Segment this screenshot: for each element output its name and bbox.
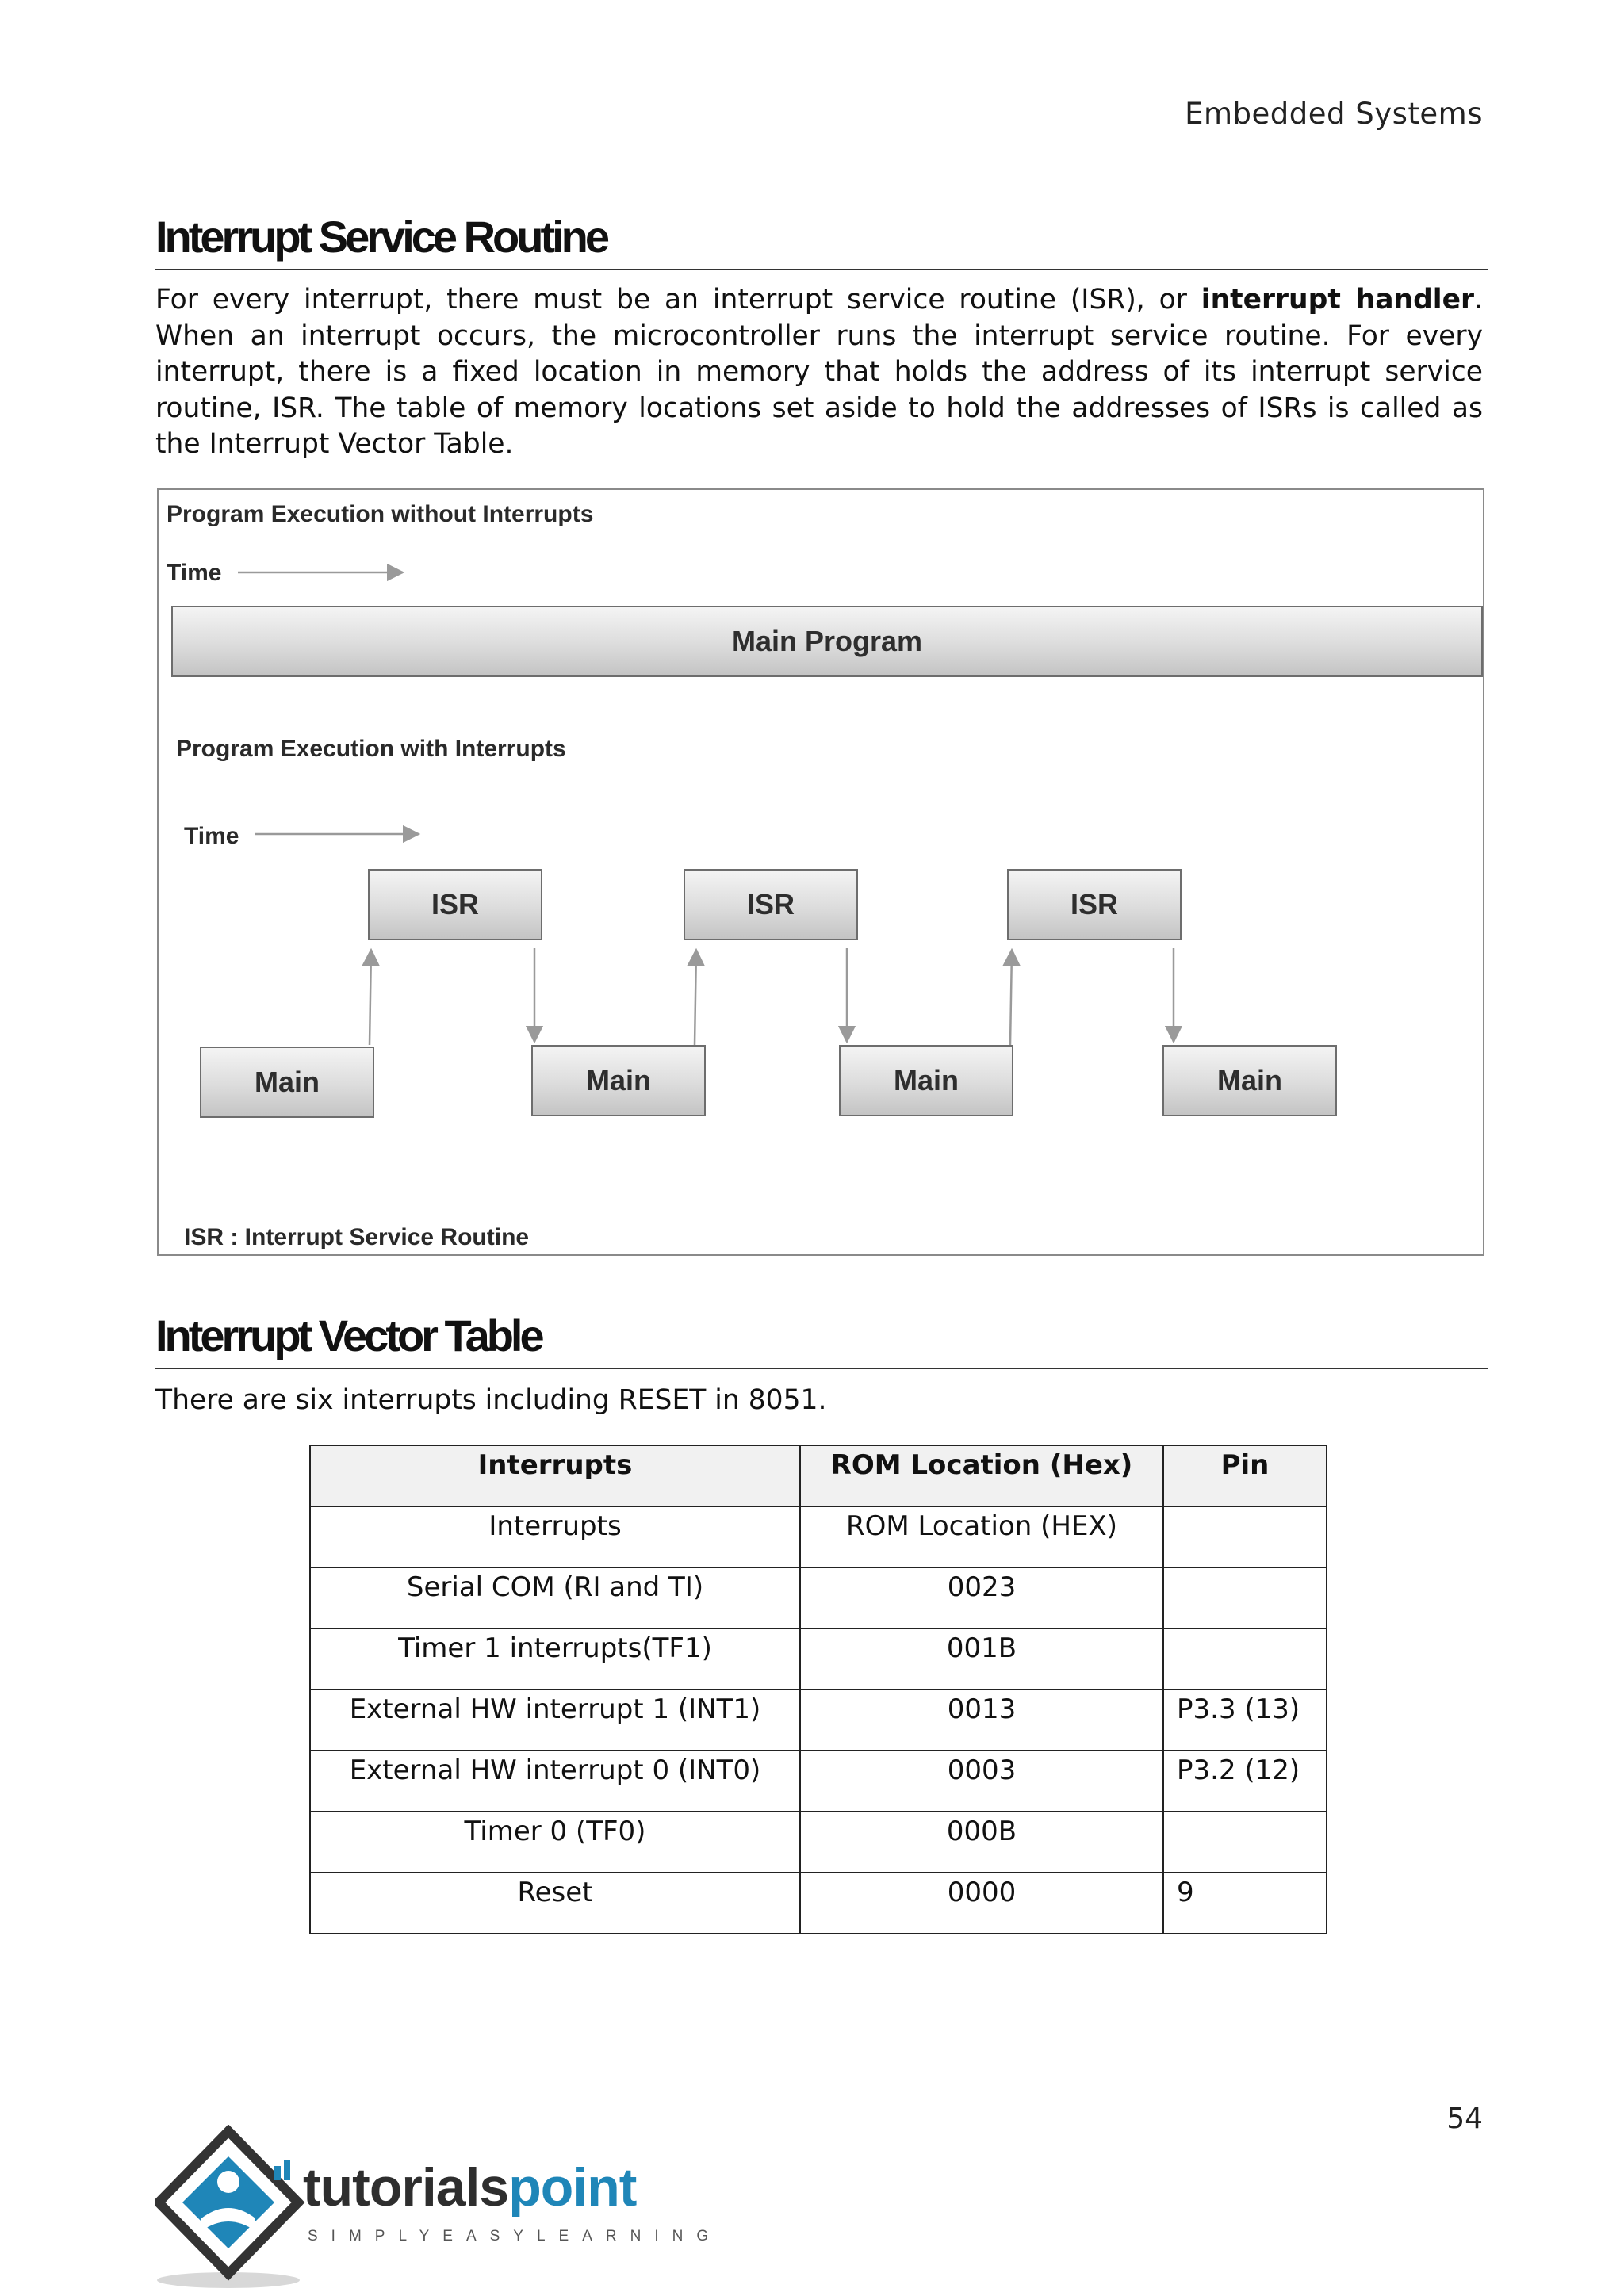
arrow-up-3	[1010, 950, 1012, 1045]
isr-box: ISR	[684, 869, 858, 940]
running-header: Embedded Systems	[1185, 97, 1483, 131]
cell-rom: ROM Location (HEX)	[800, 1506, 1163, 1567]
table-header-row	[310, 1445, 1327, 1506]
isr-box: ISR	[368, 869, 542, 940]
cell-pin	[1163, 1812, 1327, 1873]
cell-rom: 001B	[800, 1628, 1163, 1689]
logo-word-part1: tutorials	[303, 2157, 509, 2218]
table-row	[310, 1567, 1327, 1628]
main-program-bar: Main Program	[171, 606, 1483, 677]
with-interrupts-title: Program Execution with Interrupts	[176, 736, 566, 762]
tutorialspoint-logo	[155, 2125, 722, 2291]
cell-pin	[1163, 1506, 1327, 1567]
ivt-intro: There are six interrupts including RESET in 8051.	[155, 1384, 827, 1416]
cell-pin	[1163, 1628, 1327, 1689]
cell-rom: 000B	[800, 1812, 1163, 1873]
isr-paragraph-bold: interrupt handler	[1201, 284, 1475, 316]
main-box: Main	[200, 1047, 374, 1118]
cell-interrupt: Timer 1 interrupts(TF1)	[310, 1628, 800, 1689]
isr-legend: ISR : Interrupt Service Routine	[184, 1224, 530, 1250]
cell-rom: 0023	[800, 1567, 1163, 1628]
logo-diamond-icon	[155, 2125, 306, 2291]
table-row	[310, 1506, 1327, 1567]
logo-word-part2: point	[508, 2157, 637, 2218]
isr-box: ISR	[1007, 869, 1182, 940]
table-row	[310, 1812, 1327, 1873]
cell-interrupt: Timer 0 (TF0)	[310, 1812, 800, 1873]
interrupt-execution-figure	[157, 488, 1484, 1256]
arrow-up-2	[695, 950, 696, 1045]
table-row	[310, 1873, 1327, 1934]
interrupt-vector-table	[309, 1445, 1327, 1934]
cell-pin	[1163, 1567, 1327, 1628]
header-interrupts: Interrupts	[310, 1445, 800, 1506]
cell-interrupt: External HW interrupt 1 (INT1)	[310, 1689, 800, 1751]
cell-interrupt: Reset	[310, 1873, 800, 1934]
time-label-2: Time	[184, 823, 239, 849]
main-box: Main	[839, 1045, 1013, 1116]
cell-rom: 0013	[800, 1689, 1163, 1751]
without-interrupts-title: Program Execution without Interrupts	[167, 501, 594, 527]
logo-tagline: SIMPLYEASYLEARNING	[308, 2228, 722, 2244]
cell-interrupt: External HW interrupt 0 (INT0)	[310, 1751, 800, 1812]
isr-paragraph	[155, 282, 1483, 463]
page-number: 54	[1446, 2103, 1483, 2135]
section-title-ivt: Interrupt Vector Table	[155, 1310, 1488, 1369]
cell-rom: 0003	[800, 1751, 1163, 1812]
arrow-up-1	[370, 950, 371, 1045]
header-pin: Pin	[1163, 1445, 1327, 1506]
cell-pin: 9	[1163, 1873, 1327, 1934]
time-label-1: Time	[167, 560, 222, 586]
cell-pin: P3.3 (13)	[1163, 1689, 1327, 1751]
cell-pin: P3.2 (12)	[1163, 1751, 1327, 1812]
logo-wordmark	[303, 2156, 636, 2218]
cell-interrupt: Serial COM (RI and TI)	[310, 1567, 800, 1628]
cell-rom: 0000	[800, 1873, 1163, 1934]
table-row	[310, 1689, 1327, 1751]
isr-paragraph-text-2: . When an interrupt occurs, the microcontroller runs the interrupt service routine. For every interrupt, there is a fixed location in memory that holds the address of its interrupt service routine, ISR. The table of memory locations set aside to hold the addresses of ISRs is called as the Interrupt Vector Table.	[155, 284, 1483, 460]
isr-paragraph-text-1: For every interrupt, there must be an interrupt service routine (ISR), or	[155, 284, 1201, 316]
cell-interrupt: Interrupts	[310, 1506, 800, 1567]
main-box: Main	[531, 1045, 706, 1116]
section-title-isr: Interrupt Service Routine	[155, 211, 1488, 270]
main-box: Main	[1162, 1045, 1337, 1116]
header-rom-location: ROM Location (Hex)	[800, 1445, 1163, 1506]
table-row	[310, 1751, 1327, 1812]
table-row	[310, 1628, 1327, 1689]
